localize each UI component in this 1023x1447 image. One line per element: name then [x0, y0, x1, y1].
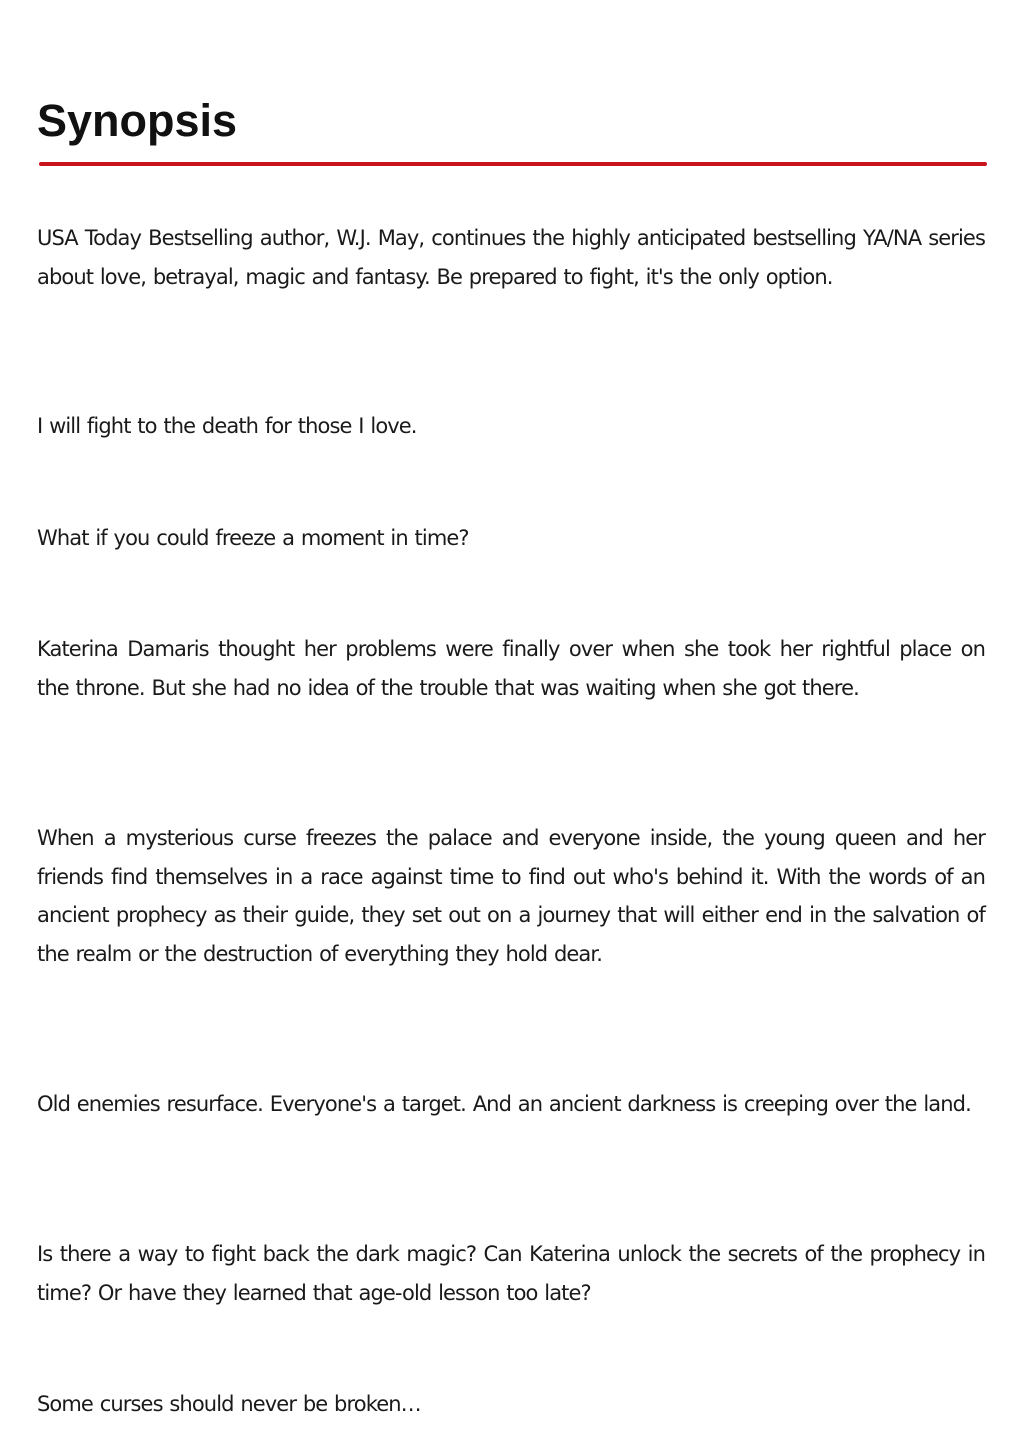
synopsis-paragraph-6: Old enemies resurface. Everyone's a target. And an ancient darkness is creeping over the land.: [37, 1092, 971, 1116]
synopsis-paragraph-8: Some curses should never be broken…: [37, 1392, 421, 1416]
heading-divider: [39, 162, 987, 166]
synopsis-paragraph-3: What if you could freeze a moment in time?: [37, 526, 469, 550]
page-title: Synopsis: [37, 95, 238, 146]
synopsis-paragraph-5: When a mysterious curse freezes the palace and everyone inside, the young queen and her friends find themselves in a race against time to find out who's behind it. With the words of an ancient prophecy as their guide, they set out on a journey that will either end in the salvation of the realm or the destruction of everything they hold dear.: [37, 826, 985, 967]
synopsis-paragraph-7: Is there a way to fight back the dark magic? Can Katerina unlock the secrets of the prophecy in time? Or have they learned that age-old lesson too late?: [37, 1242, 985, 1305]
synopsis-paragraph-2: I will fight to the death for those I love.: [37, 414, 417, 438]
synopsis-paragraph-1: USA Today Bestselling author, W.J. May, continues the highly anticipated bestselling YA/NA series about love, betrayal, magic and fantasy. Be prepared to fight, it's the only option.: [37, 226, 985, 289]
synopsis-paragraph-4: Katerina Damaris thought her problems were finally over when she took her rightful place on the throne. But she had no idea of the trouble that was waiting when she got there.: [37, 637, 985, 700]
